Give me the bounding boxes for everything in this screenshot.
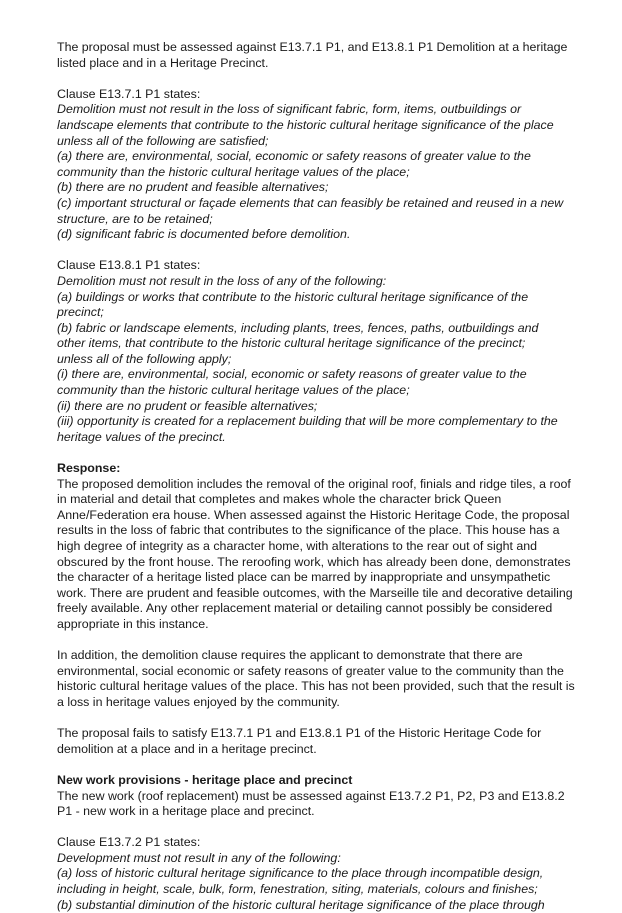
paragraph xyxy=(57,258,582,445)
paragraph xyxy=(57,648,582,710)
paragraph xyxy=(57,835,582,913)
section-heading: New work provisions - heritage place and precinct xyxy=(57,772,353,787)
paragraph xyxy=(57,726,582,757)
text-line: In addition, the demolition clause requires the applicant to demonstrate that there are xyxy=(57,648,523,663)
text-line: a loss in heritage values enjoyed by the community. xyxy=(57,694,340,709)
paragraph xyxy=(57,461,582,633)
paragraph xyxy=(57,87,582,243)
text-line: structure, are to be retained; xyxy=(57,211,213,226)
text-line: unless all of the following are satisfied; xyxy=(57,133,269,148)
text-line: obscured by the front house. The reroofing work, which has already been done, demonstrates xyxy=(57,554,571,569)
text-line: Clause E13.7.1 P1 states: xyxy=(57,86,201,101)
text-line: The proposed demolition includes the removal of the original roof, finials and ridge tiles, a roof xyxy=(57,476,571,491)
text-line: heritage values of the precinct. xyxy=(57,429,226,444)
text-line: landscape elements that contribute to the historic cultural heritage significance of the place xyxy=(57,117,554,132)
section-heading: Response: xyxy=(57,461,121,476)
text-line: (ii) there are no prudent or feasible alternatives; xyxy=(57,398,318,413)
text-line: (b) there are no prudent and feasible alternatives; xyxy=(57,180,329,195)
text-line: (a) loss of historic cultural heritage significance to the place through incompatible design, xyxy=(57,866,544,881)
text-line: (d) significant fabric is documented before demolition. xyxy=(57,227,351,242)
text-line: work. There are prudent and feasible outcomes, with the Marseille tile and decorative detailing xyxy=(57,585,573,600)
text-line: demolition at a place and in a heritage precinct. xyxy=(57,741,317,756)
text-line: (i) there are, environmental, social, economic or safety reasons of greater value to the xyxy=(57,367,527,382)
text-line: historic cultural heritage values of the place. This has not been provided, such that the result is xyxy=(57,679,575,694)
text-line: (c) important structural or façade elements that can feasibly be retained and reused in a new xyxy=(57,195,564,210)
paragraph xyxy=(57,773,582,820)
text-line: Anne/Federation era house. When assessed against the Historic Heritage Code, the proposal xyxy=(57,507,570,522)
text-line: Demolition must not result in the loss of significant fabric, form, items, outbuildings or xyxy=(57,102,522,117)
text-line: listed place and in a Heritage Precinct. xyxy=(57,55,269,70)
text-line: The new work (roof replacement) must be assessed against E13.7.2 P1, P2, P3 and E13.8.2 xyxy=(57,788,565,803)
text-line: Demolition must not result in the loss of any of the following: xyxy=(57,273,387,288)
text-line: community than the historic cultural heritage values of the place; xyxy=(57,383,410,398)
text-line: environmental, social economic or safety reasons of greater value to the community than the xyxy=(57,663,564,678)
text-line: in material and detail that completes and makes whole the character brick Queen xyxy=(57,492,502,507)
text-line: precinct; xyxy=(57,305,104,320)
text-line: the character of a heritage listed place can be marred by inappropriate and unsympathetic xyxy=(57,570,551,585)
text-line: unless all of the following apply; xyxy=(57,351,232,366)
paragraph xyxy=(57,40,582,71)
text-line: including in height, scale, bulk, form, fenestration, siting, materials, colours and finishes; xyxy=(57,882,538,897)
text-line: results in the loss of fabric that contributes to the significance of the place. This house has a xyxy=(57,523,560,538)
text-line: community than the historic cultural heritage values of the place; xyxy=(57,164,410,179)
text-line: (iii) opportunity is created for a replacement building that will be more complementary to the xyxy=(57,414,558,429)
text-line: Clause E13.8.1 P1 states: xyxy=(57,258,201,273)
text-line: high degree of integrity as a character home, with alterations to the rear out of sight and xyxy=(57,539,538,553)
text-line: (b) substantial diminution of the historic cultural heritage significance of the place through xyxy=(57,897,545,912)
text-line: The proposal fails to satisfy E13.7.1 P1 and E13.8.1 P1 of the Historic Heritage Code for xyxy=(57,726,542,741)
text-line: (b) fabric or landscape elements, including plants, trees, fences, paths, outbuildings and xyxy=(57,320,539,335)
text-line: (a) buildings or works that contribute to the historic cultural heritage significance of the xyxy=(57,289,529,304)
text-line: (a) there are, environmental, social, economic or safety reasons of greater value to the xyxy=(57,149,531,164)
text-line: Development must not result in any of the following: xyxy=(57,850,341,865)
text-line: The proposal must be assessed against E13.7.1 P1, and E13.8.1 P1 Demolition at a heritage xyxy=(57,40,568,54)
text-line: appropriate in this instance. xyxy=(57,616,209,631)
text-line: freely available. Any other replacement material or detailing cannot possibly be considered xyxy=(57,601,553,616)
text-line: other items, that contribute to the historic cultural heritage significance of the precinct; xyxy=(57,336,526,351)
text-line: Clause E13.7.2 P1 states: xyxy=(57,835,201,850)
text-line: P1 - new work in a heritage place and precinct. xyxy=(57,804,315,819)
